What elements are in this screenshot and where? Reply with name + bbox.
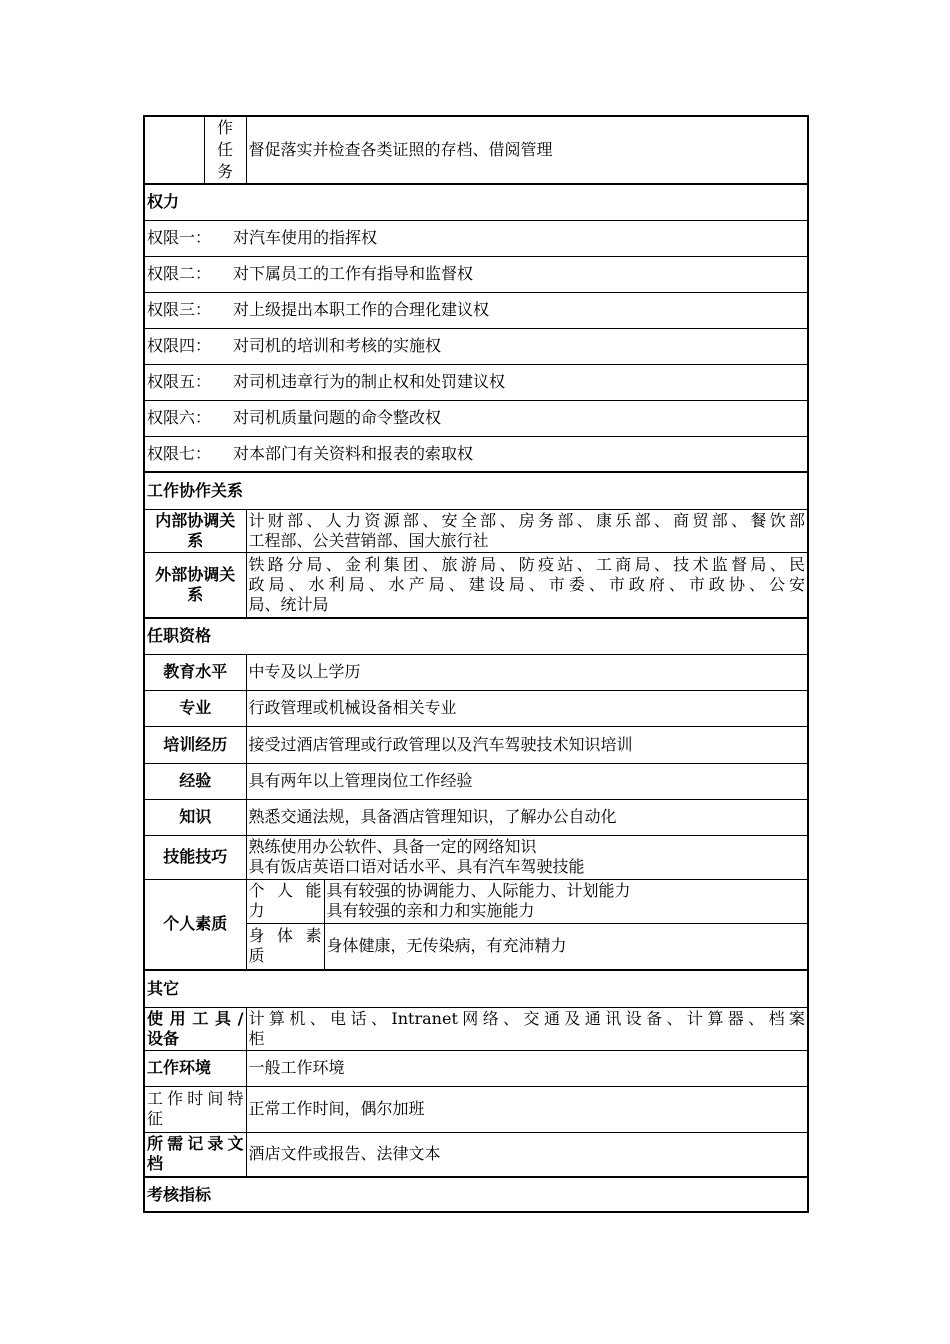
experience-row — [144, 763, 808, 799]
internal-relations-label: 内部协调关 系 — [144, 509, 246, 552]
skills-row — [144, 835, 808, 879]
external-relations-label: 外部协调关 系 — [144, 552, 246, 618]
qualification-section-header — [144, 618, 808, 654]
task-text: 督促落实并检查各类证照的存档、借阅管理 — [246, 116, 808, 184]
authority-key: 权限二： — [147, 264, 212, 283]
ability-label: 个 人 能 力 — [246, 879, 324, 923]
experience-value: 具有两年以上管理岗位工作经验 — [246, 763, 808, 799]
major-value: 行政管理或机械设备相关专业 — [246, 690, 808, 726]
physical-label: 身 体 素 质 — [246, 923, 324, 970]
major-row — [144, 690, 808, 726]
authority-value: 对下属员工的工作有指导和监督权 — [233, 264, 474, 283]
records-row — [144, 1132, 808, 1177]
task-label — [204, 116, 246, 184]
hours-row — [144, 1086, 808, 1132]
environment-value: 一般工作环境 — [246, 1050, 808, 1086]
authority-key: 权限六： — [147, 408, 212, 427]
training-label: 培训经历 — [144, 726, 246, 763]
authority-value: 对汽车使用的指挥权 — [233, 228, 378, 247]
tools-row — [144, 1007, 808, 1050]
task-row — [144, 116, 808, 184]
other-section-header — [144, 970, 808, 1007]
section-title: 其它 — [144, 970, 808, 1007]
major-label: 专业 — [144, 690, 246, 726]
task-label-line: 作 — [216, 118, 233, 137]
authority-key: 权限一： — [147, 228, 212, 247]
section-title: 考核指标 — [144, 1177, 808, 1212]
section-title: 权力 — [144, 184, 808, 220]
authority-value: 对司机违章行为的制止权和处罚建议权 — [233, 372, 506, 391]
skills-value: 熟练使用办公软件、具备一定的网络知识 具有饭店英语口语对话水平、具有汽车驾驶技能 — [246, 835, 808, 879]
personal-ability-row — [144, 879, 808, 923]
authority-row — [144, 292, 808, 328]
authority-row — [144, 256, 808, 292]
external-relations-value: 铁路分局、金利集团、旅游局、防疫站、工商局、技术监督局、民 政局、水利局、水产局、建设局、市委、市政府、市政协、公安 局、统计局 — [246, 552, 808, 618]
physical-value: 身体健康，无传染病，有充沛精力 — [324, 923, 808, 970]
education-value: 中专及以上学历 — [246, 654, 808, 690]
internal-relations-value: 计财部、人力资源部、安全部、房务部、康乐部、商贸部、餐饮部 工程部、公关营销部、国大旅行社 — [246, 509, 808, 552]
knowledge-label: 知识 — [144, 799, 246, 835]
knowledge-value: 熟悉交通法规，具备酒店管理知识，了解办公自动化 — [246, 799, 808, 835]
job-description-table — [143, 115, 809, 1213]
authority-section-header — [144, 184, 808, 220]
authority-key: 权限三： — [147, 300, 212, 319]
education-row — [144, 654, 808, 690]
assessment-section-header — [144, 1177, 808, 1212]
task-blank-cell — [144, 116, 204, 184]
authority-key: 权限四： — [147, 336, 212, 355]
ability-value: 具有较强的协调能力、人际能力、计划能力 具有较强的亲和力和实施能力 — [324, 879, 808, 923]
authority-value: 对上级提出本职工作的合理化建议权 — [233, 300, 490, 319]
authority-row — [144, 436, 808, 472]
personal-quality-label: 个人素质 — [144, 879, 246, 970]
job-description-page — [143, 115, 807, 1213]
hours-label: 工作时间特 征 — [144, 1086, 246, 1132]
skills-label: 技能技巧 — [144, 835, 246, 879]
tools-label: 使用工具/ 设备 — [144, 1007, 246, 1050]
environment-row — [144, 1050, 808, 1086]
environment-label: 工作环境 — [144, 1050, 246, 1086]
authority-row — [144, 400, 808, 436]
authority-value: 对本部门有关资料和报表的索取权 — [233, 443, 474, 463]
task-label-line: 任 — [216, 140, 233, 159]
records-value: 酒店文件或报告、法律文本 — [246, 1132, 808, 1177]
section-title: 任职资格 — [144, 618, 808, 654]
section-title: 工作协作关系 — [144, 472, 808, 509]
external-relations-row — [144, 552, 808, 618]
authority-row — [144, 220, 808, 256]
experience-label: 经验 — [144, 763, 246, 799]
authority-value: 对司机的培训和考核的实施权 — [233, 336, 442, 355]
education-label: 教育水平 — [144, 654, 246, 690]
internal-relations-row — [144, 509, 808, 552]
tools-value: 计算机、电话、Intranet网络、交通及通讯设备、计算器、档案 柜 — [246, 1007, 808, 1050]
authority-key: 权限五： — [147, 372, 212, 391]
records-label: 所需记录文 档 — [144, 1132, 246, 1177]
training-value: 接受过酒店管理或行政管理以及汽车驾驶技术知识培训 — [246, 726, 808, 763]
relations-section-header — [144, 472, 808, 509]
knowledge-row — [144, 799, 808, 835]
authority-key: 权限七： — [147, 443, 212, 463]
authority-row — [144, 328, 808, 364]
task-label-line: 务 — [216, 162, 233, 181]
training-row — [144, 726, 808, 763]
authority-row — [144, 364, 808, 400]
hours-value: 正常工作时间，偶尔加班 — [246, 1086, 808, 1132]
authority-value: 对司机质量问题的命令整改权 — [233, 408, 442, 427]
